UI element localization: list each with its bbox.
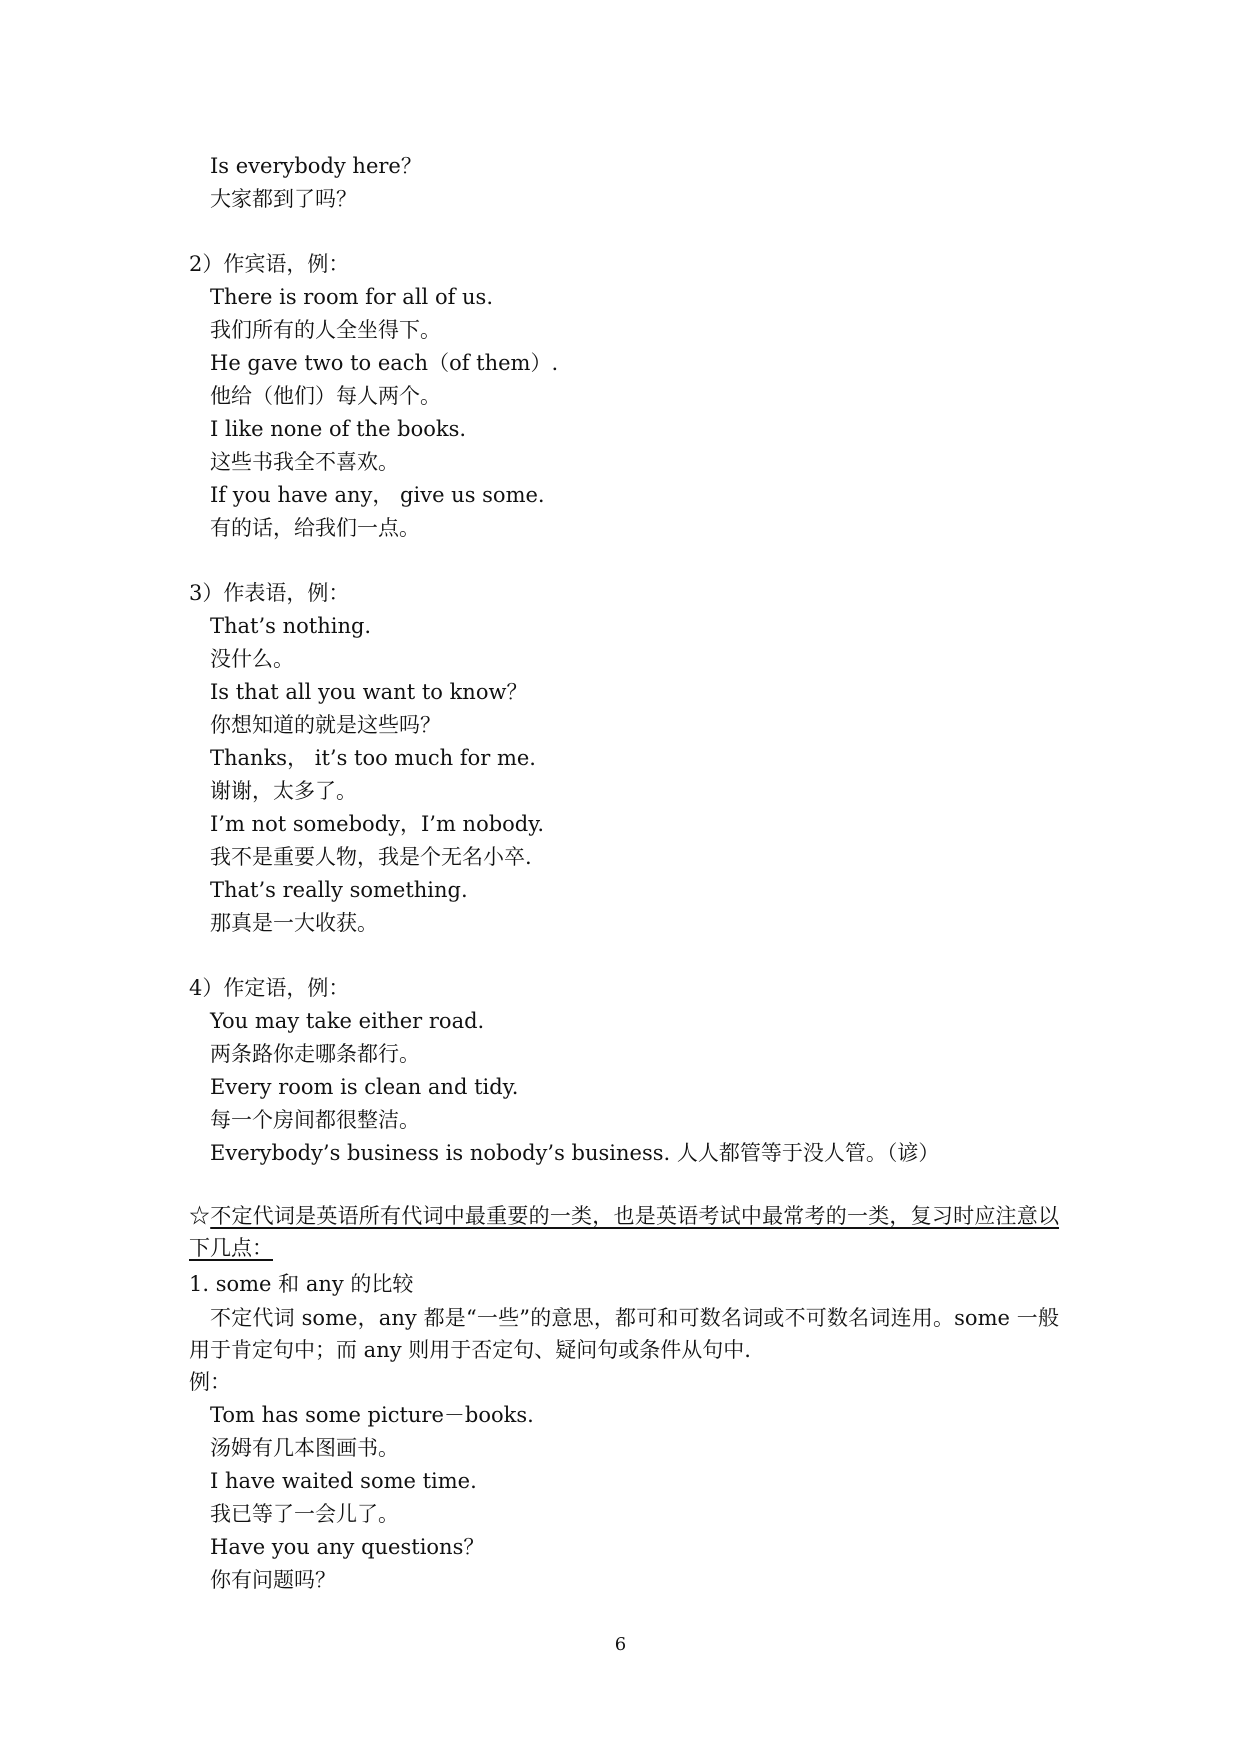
example-line: Every room is clean and tidy.	[210, 1075, 519, 1099]
star-icon: ☆	[189, 1204, 211, 1228]
page-number: 6	[614, 1634, 627, 1655]
example-line: 有的话，给我们一点。	[210, 516, 420, 540]
example-line: 那真是一大收获。	[210, 911, 378, 935]
example-line: 我们所有的人全坐得下。	[210, 318, 441, 342]
example-line: 你有问题吗？	[210, 1568, 336, 1592]
example-line: 汤姆有几本图画书。	[210, 1436, 399, 1460]
section-4-heading: 4）作定语，例：	[189, 976, 350, 1000]
example-line: I have waited some time.	[210, 1469, 477, 1493]
example-line: Tom has some picture－books.	[210, 1403, 534, 1427]
example-line: 这些书我全不喜欢。	[210, 450, 399, 474]
example-line: Thanks， it’s too much for me.	[210, 746, 536, 770]
example-label: 例：	[189, 1370, 231, 1394]
example-line: I like none of the books.	[210, 417, 467, 441]
example-line: You may take either road.	[210, 1009, 485, 1033]
section-3-heading: 3）作表语，例：	[189, 581, 350, 605]
example-line: 每一个房间都很整洁。	[210, 1108, 420, 1132]
note-paragraph	[189, 1200, 1059, 1264]
example-line: Have you any questions？	[210, 1535, 485, 1559]
example-line: 他给（他们）每人两个。	[210, 384, 441, 408]
example-line: I’m not somebody，I’m nobody.	[210, 812, 545, 836]
example-line: 你想知道的就是这些吗？	[210, 713, 441, 737]
point-1-heading: 1. some 和 any 的比较	[189, 1272, 414, 1296]
example-line: 没什么。	[210, 647, 294, 671]
intro-example-zh: 大家都到了吗？	[210, 187, 357, 211]
example-line: If you have any， give us some.	[210, 483, 545, 507]
example-line: 我不是重要人物，我是个无名小卒.	[210, 845, 532, 869]
example-line: That’s nothing.	[210, 614, 372, 638]
point-1-body: 不定代词 some，any 都是“一些”的意思，都可和可数名词或不可数名词连用。some 一般用于肯定句中；而 any 则用于否定句、疑问句或条件从句中.	[189, 1306, 1059, 1362]
example-line: That’s really something.	[210, 878, 468, 902]
section-2-heading: 2）作宾语，例：	[189, 252, 350, 276]
example-line: He gave two to each（of them）.	[210, 351, 559, 375]
example-line: 我已等了一会儿了。	[210, 1502, 399, 1526]
example-line: 谢谢，太多了。	[210, 779, 357, 803]
example-line: 两条路你走哪条都行。	[210, 1042, 420, 1066]
example-line: There is room for all of us.	[210, 285, 494, 309]
note-text: 不定代词是英语所有代词中最重要的一类，也是英语考试中最常考的一类，复习时应注意以下几点：	[189, 1204, 1060, 1260]
example-line: Is that all you want to know？	[210, 680, 528, 704]
intro-example-en: Is everybody here？	[210, 154, 422, 178]
example-line: Everybody’s business is nobody’s business. 人人都管等于没人管。（谚）	[210, 1141, 940, 1165]
